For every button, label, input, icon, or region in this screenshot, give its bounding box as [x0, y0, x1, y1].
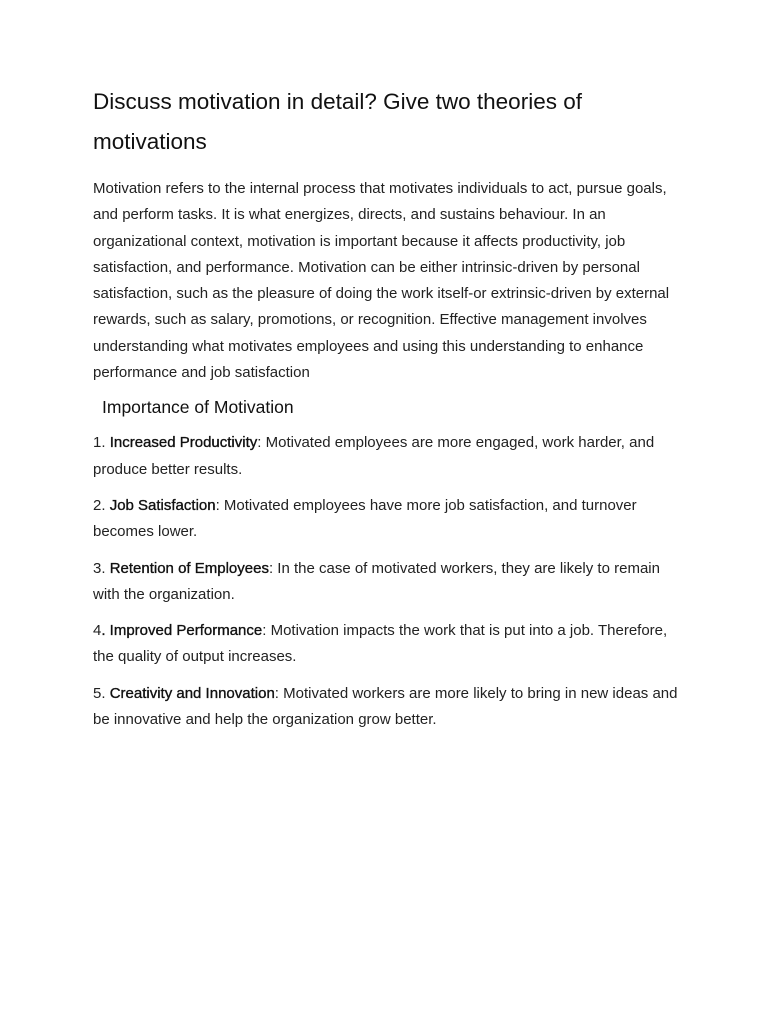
list-item-productivity: [93, 430, 685, 483]
list-item-term: . Improved Performance: [101, 622, 263, 640]
list-item-term: Retention of Employees: [109, 559, 269, 577]
document-title: Discuss motivation in detail? Give two theories of motivations: [93, 89, 582, 154]
list-item-number: 4: [93, 622, 102, 640]
list-item-term: Increased Productivity: [109, 434, 258, 452]
list-item-number: 3.: [93, 559, 110, 577]
list-item-term: Creativity and Innovation: [109, 684, 275, 702]
list-item-number: 2.: [93, 496, 110, 514]
list-item-performance: [93, 618, 685, 671]
list-item-job-satisfaction: [93, 493, 685, 546]
list-item-text: : Motivation impacts the work that is put into a job. Therefore, the quality of output increases.: [93, 622, 668, 666]
list-item-text: : Motivated employees are more engaged, work harder, and produce better results.: [93, 434, 655, 478]
intro-paragraph: Motivation refers to the internal process that motivates individuals to act, pursue goals, and perform tasks. It is what energizes, directs, and sustains behaviour. In an organizational context, motivation is important because it affects productivity, job satisfaction, and performance. Motivation can be either intrinsic-driven by personal satisfaction, such as the pleasure of doing the work itself-or extrinsic-driven by external rewards, such as salary, promotions, or recognition. Effective management involves understanding what motivates employees and using this understanding to enhance performance and job satisfaction: [93, 180, 670, 382]
list-item-text: : Motivated employees have more job satisfaction, and turnover becomes lower.: [93, 496, 637, 541]
list-item-creativity: [93, 681, 685, 734]
list-item-text: : Motivated workers are more likely to bring in new ideas and be innovative and help the organization grow better.: [93, 684, 678, 729]
document-page: [93, 82, 685, 743]
list-item-retention: [93, 556, 685, 609]
list-item-text: : In the case of motivated workers, they are likely to remain with the organization.: [93, 559, 660, 603]
section-heading: Importance of Motivation: [102, 397, 294, 418]
list-item-number: 5.: [93, 684, 110, 702]
list-item-number: 1.: [93, 434, 110, 452]
list-item-term: Job Satisfaction: [109, 496, 216, 514]
